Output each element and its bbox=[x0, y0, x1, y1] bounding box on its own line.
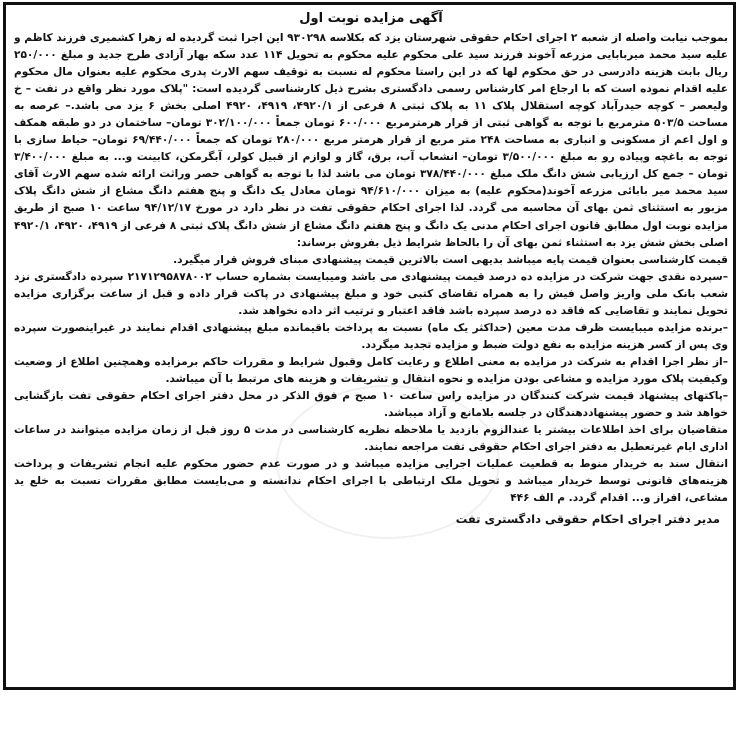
notice-paragraph-transfer: انتقال سند به خریدار منوط به قطعیت عملیات اجرایی مزایده میباشد و در صورت عدم حضور محکوم علیه انجام تشریفات و پرداخت هزینه‌های قانونی توسط خریدار میباشد و تحویل ملک ارتباطی با اجرای احکام ندانسته و می‌بایست مطابق مقررات نسبت به خلع ید مشاعی، افراز و... اقدام گردد. م الف ۴۴۶ bbox=[14, 458, 728, 505]
notice-paragraph-base-price: قیمت کارشناسی بعنوان قیمت پایه میباشد بدیهی است بالاترین قیمت پیشنهادی مبنای فروش قرار میگیرد. bbox=[173, 253, 728, 266]
notice-paragraph-deposit: –سپرده نقدی جهت شرکت در مزایده ده درصد قیمت پیشنهادی می باشد ومیبایست بشماره حساب ۲۱۷۱۲۹۵۸۷۸۰۰۲ سپرده دادگستری نزد شعب بانک ملی واریز واصل فیش را به همراه تقاضای کتبی خود و مبلغ پیشنهادی در پاکت قرار داده و قبل از ساعت برگزاری مزایده تحویل نمایند و تقاضایی که فاقد ده درصد سپرده باشد فاقد اعتبار و ترتیب اثر داده نخواهد شد. bbox=[14, 270, 728, 317]
notice-content bbox=[14, 9, 728, 681]
notice-paragraph-winner-payment: –برنده مزایده میبایست ظرف مدت معین (حداکثر یک ماه) نسبت به پرداخت باقیمانده مبلغ پیشنهادی اقدام نمایند در غیراینصورت سپرده وی پس از کسر هزینه مزایده به نفع دولت ضبط و مزایده تجدید میگردد. bbox=[14, 321, 728, 351]
notice-paragraph-intro: بموجب نیابت واصله از شعبه ۲ اجرای احکام حقوقی شهرستان یزد که بکلاسه ۹۳۰۲۹۸ این اجرا ثبت گردیده له زهرا کشمیری فرزند کاظم و علیه سید محمد میربابایی مزرعه آخوند فرزند سید علی محکوم علیه محکوم به تحویل ۱۱۴ عدد سکه بهار آزادی طرح جدید و مبلغ ۲۵۰/۰۰۰ ریال بابت هزینه دادرسی در حق محکوم لها که در این راستا محکوم له نسبت به توقیف سهم الارث پدری محکوم علیه بعنوان مال محکوم علیه اقدام نموده است که با ارجاع امر کارشناس رسمی دادگستری بشرح ذیل کارشناسی گردیده است: "پلاک مورد نظر واقع در تفت – خ ولیعصر – کوچه حیدرآباد کوچه استقلال پلاک ۱۱ به پلاک ثبتی ۸ فرعی از ۴۹۲۰/۱، ۴۹۱۹، ۴۹۲۰ اصلی بخش ۶ یزد می باشد.– عرصه به مساحت ۵۰۳/۵ مترمربع با توجه به گواهی ثبتی از قرار هرمترمربع ۶۰۰/۰۰۰ تومان جمعاً ۳۰۲/۱۰۰/۰۰۰ تومان– ساختمان در دو طبقه همکف و اول اعم از مسکونی و انباری به مساحت ۲۴۸ متر مربع از قرار هرمتر مربع ۲۸۰/۰۰۰ تومان که جمعاً ۶۹/۴۴۰/۰۰۰ تومان– حیاط سازی با توجه به باغچه وپیاده رو به مبلغ ۳/۵۰۰/۰۰۰ تومان– انشعاب آب، برق، گاز و لوازم از قبیل کولر، آبگرمکن، کابینت و... به مبلغ ۳/۴۰۰/۰۰۰ تومان – جمع کل ارزیابی شش دانگ ملک مبلغ ۳۷۸/۴۴۰/۰۰۰ تومان می باشد لذا با توجه به گواهی حصر وراثت ارائه شده سهم الارث آقای سید محمد میر بابائی مزرعه آخوند(محکوم علیه) به میزان ۹۴/۶۱۰/۰۰۰ تومان معادل یک دانگ و پنج هفتم دانگ مشاع از شش دانگ پلاک مزبور به استثنای ثمن بهای آن محاسبه می گردد. لذا اجرای احکام حقوقی تفت در نظر دارد در مورخ ۹۴/۱۲/۱۷ ساعت ۱۰ صبح از طریق مزایده نوبت اول مطابق قانون اجرای احکام مدنی یک دانگ و پنج هفتم دانگ مشاع از شش دانگ پلاک ثبتی ۸ فرعی از ۴۹۱۹، ۴۹۲۰، ۴۹۲۰/۱ اصلی بخش شش یزد به استثناء ثمن بهای آن را بالحاظ شرایط ذیل بفروش برساند: bbox=[14, 32, 728, 249]
notice-paragraph-conditions: –از نظر اجرا اقدام به شرکت در مزایده به معنی اطلاع و رعایت کامل وقبول شرایط و مقررات حاکم برمزایده وهمچنین اطلاع از وضعیت وکیفیت پلاک مورد مزایده و مشاعی بودن مزایده و نحوه انتقال و تشریفات و هزینه های مرتبط با آن میباشد. bbox=[14, 355, 728, 385]
notice-frame bbox=[3, 2, 736, 690]
notice-paragraph-envelopes: –پاکتهای پیشنهاد قیمت شرکت کنندگان در مزایده راس ساعت ۱۰ صبح م فوق الذکر در محل دفتر اجرای احکام حقوقی تفت بازگشایی خواهد شد و حضور پیشنهاددهندگان در جلسه بلامانع و آزاد میباشد. bbox=[14, 389, 728, 420]
notice-title: آگهی مزایده نوبت اول bbox=[299, 11, 443, 26]
notice-signature: مدیر دفتر اجرای احکام حقوقی دادگستری تفت bbox=[455, 512, 720, 527]
notice-paragraph-applicants: متقاضیان برای اخذ اطلاعات بیشتر یا عندالزوم بازدید یا ملاحظه نظریه کارشناسی در مدت ۵ روز قبل از زمان مزایده میتوانند در ساعات اداری ایام غیرتعطیل به دفتر اجرای احکام حقوقی تفت مراجعه نمایند. bbox=[14, 424, 728, 454]
